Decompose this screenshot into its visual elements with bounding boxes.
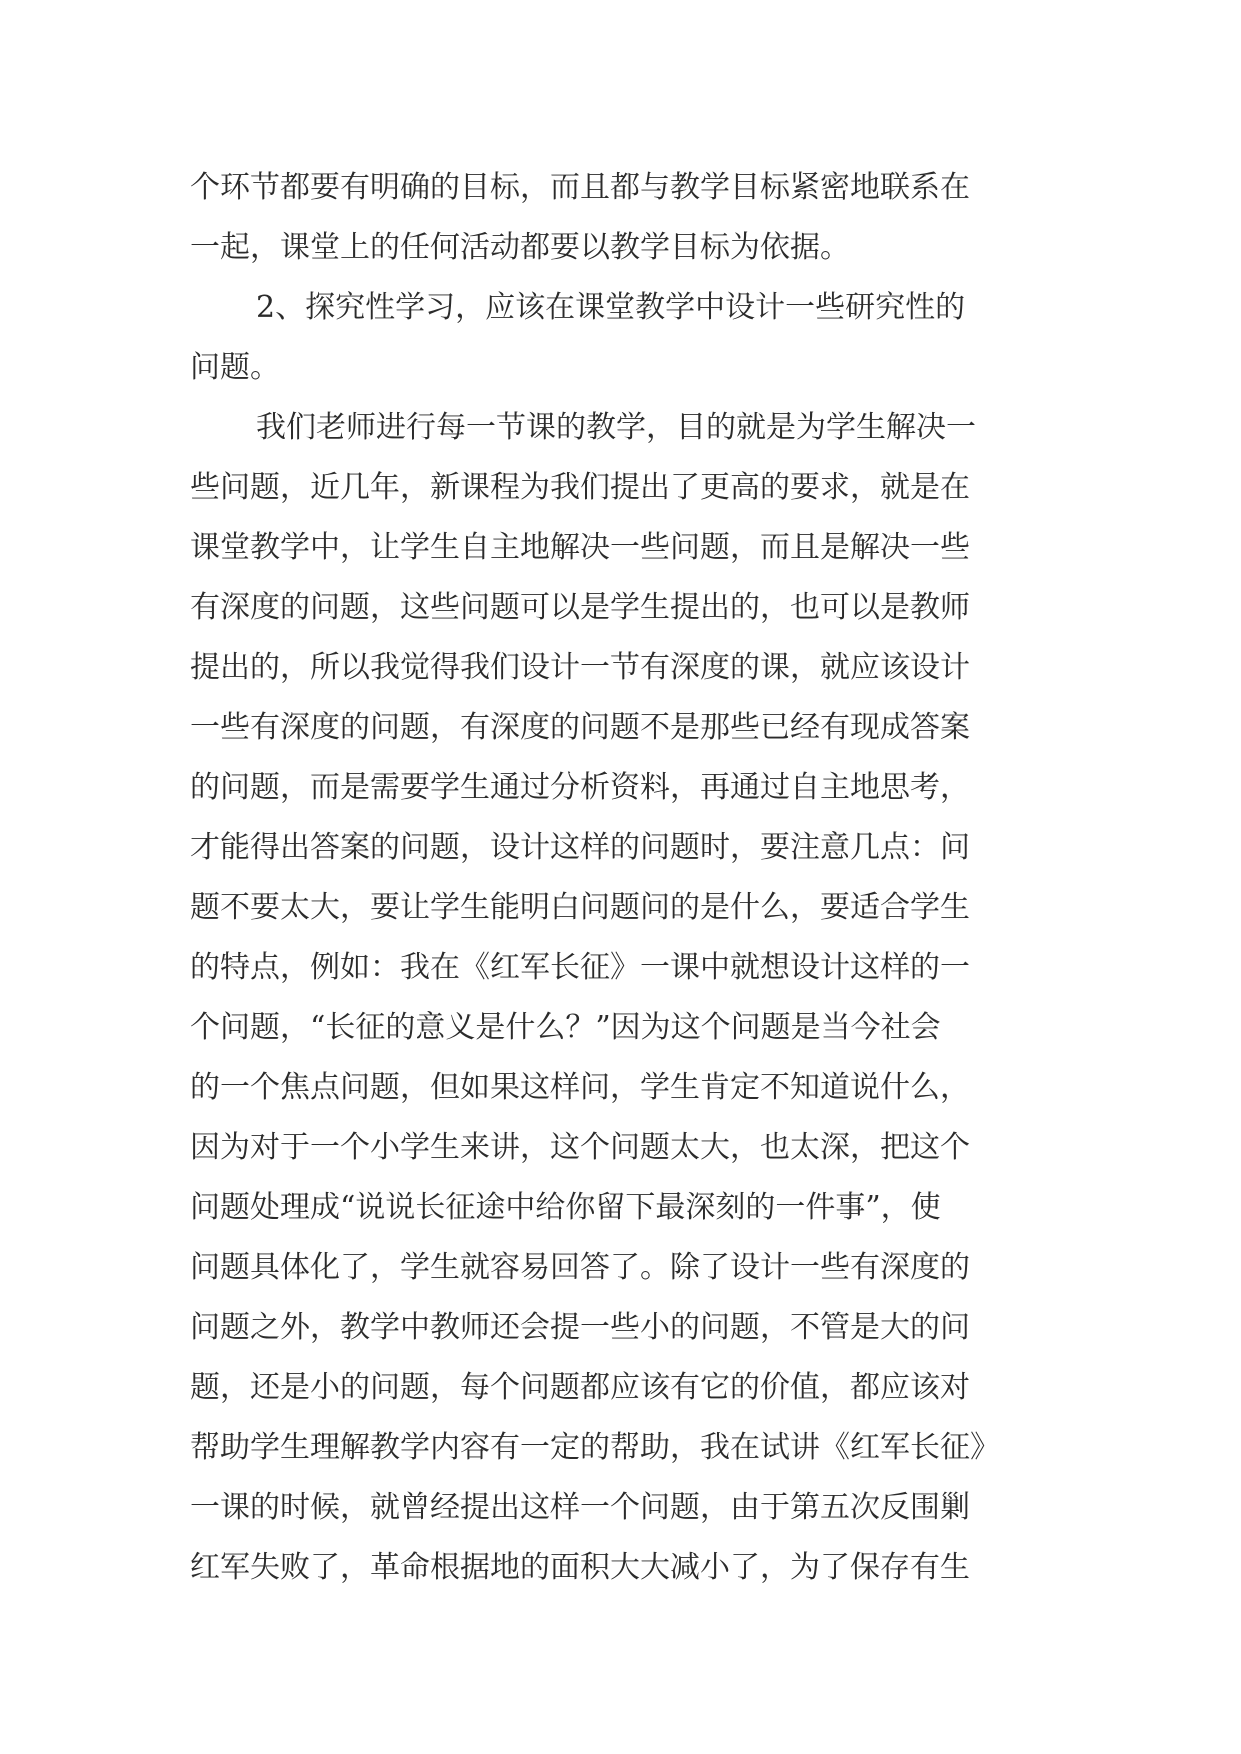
text-line: 才能得出答案的问题，设计这样的问题时，要注意几点：问 xyxy=(190,830,970,865)
text-line: 提出的，所以我觉得我们设计一节有深度的课，就应该设计 xyxy=(190,650,970,685)
text-line: 些问题，近几年，新课程为我们提出了更高的要求，就是在 xyxy=(190,470,970,505)
text-line: 问题之外，教学中教师还会提一些小的问题，不管是大的问 xyxy=(190,1310,970,1345)
text-line: 问题处理成“说说长征途中给你留下最深刻的一件事”，使 xyxy=(190,1190,941,1225)
text-line: 帮助学生理解教学内容有一定的帮助，我在试讲《红军长征》 xyxy=(190,1430,1000,1465)
text-line: 课堂教学中，让学生自主地解决一些问题，而且是解决一些 xyxy=(190,530,970,565)
body-text xyxy=(190,158,1050,1598)
text-line: 一些有深度的问题，有深度的问题不是那些已经有现成答案 xyxy=(190,710,970,745)
text-line: 有深度的问题，这些问题可以是学生提出的，也可以是教师 xyxy=(190,590,970,625)
text-line: 的一个焦点问题，但如果这样问，学生肯定不知道说什么， xyxy=(190,1070,970,1105)
text-line: 题不要太大，要让学生能明白问题问的是什么，要适合学生 xyxy=(190,890,970,925)
text-line: 因为对于一个小学生来讲，这个问题太大，也太深，把这个 xyxy=(190,1130,970,1165)
text-line: 题，还是小的问题，每个问题都应该有它的价值，都应该对 xyxy=(190,1370,970,1405)
text-line: 个问题，“长征的意义是什么？”因为这个问题是当今社会 xyxy=(190,1010,941,1045)
text-line: 的特点，例如：我在《红军长征》一课中就想设计这样的一 xyxy=(190,950,970,985)
text-line: 问题具体化了，学生就容易回答了。除了设计一些有深度的 xyxy=(190,1250,970,1285)
text-line: 问题。 xyxy=(190,350,280,385)
text-line: 的问题，而是需要学生通过分析资料，再通过自主地思考， xyxy=(190,770,970,805)
text-line: 个环节都要有明确的目标，而且都与教学目标紧密地联系在 xyxy=(190,170,970,205)
text-line: 2、探究性学习，应该在课堂教学中设计一些研究性的 xyxy=(256,290,966,325)
text-line: 一课的时候，就曾经提出这样一个问题，由于第五次反围剿 xyxy=(190,1490,970,1525)
text-line: 一起，课堂上的任何活动都要以教学目标为依据。 xyxy=(190,230,850,265)
text-line: 我们老师进行每一节课的教学，目的就是为学生解决一 xyxy=(256,410,976,445)
text-line: 红军失败了，革命根据地的面积大大减小了，为了保存有生 xyxy=(190,1550,970,1585)
